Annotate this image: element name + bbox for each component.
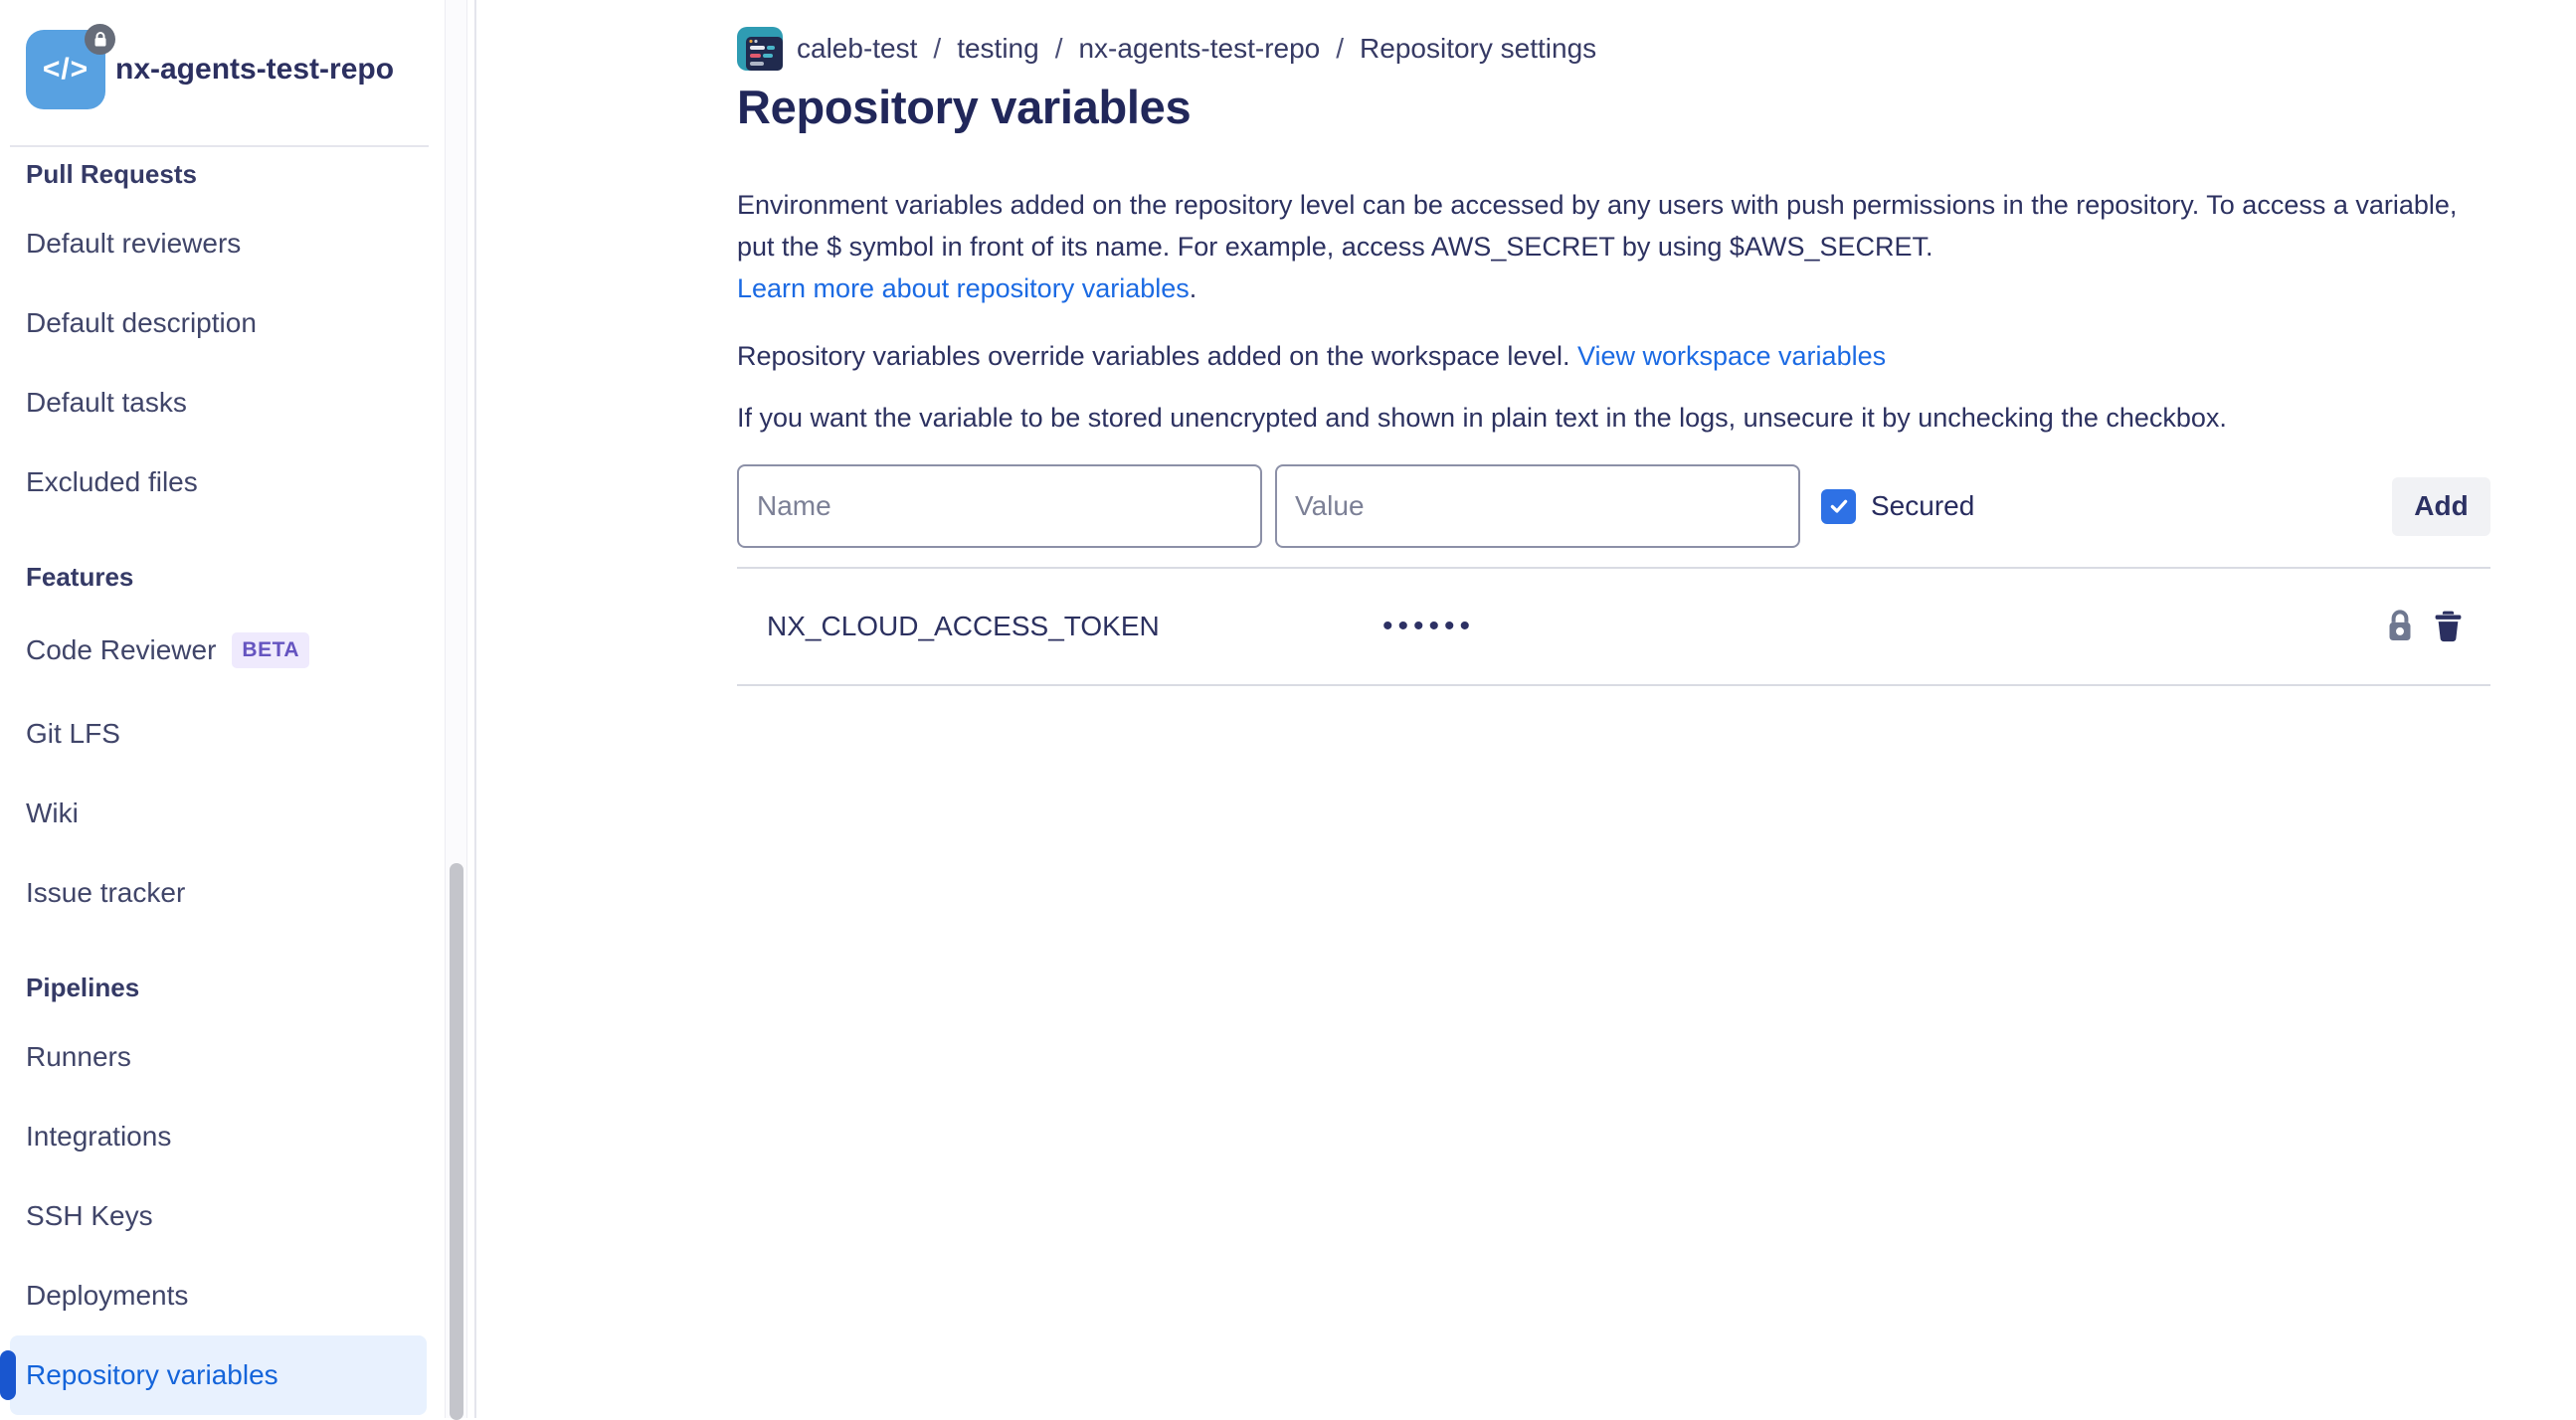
secured-checkbox[interactable] (1821, 489, 1856, 524)
secured-lock-button[interactable] (2383, 608, 2417, 645)
variables-table (737, 567, 2490, 686)
breadcrumb-settings[interactable]: Repository settings (1360, 33, 1596, 65)
nav-section-pipelines: Pipelines (26, 973, 427, 1003)
secured-label[interactable]: Secured (1871, 490, 1974, 522)
sidebar-item-default-description[interactable]: Default description (10, 283, 427, 363)
sidebar-item-git-lfs[interactable]: Git LFS (10, 694, 427, 774)
sidebar-item-default-reviewers[interactable]: Default reviewers (10, 204, 427, 283)
variable-masked-value: •••••• (1382, 610, 2383, 643)
sidebar-header (0, 0, 474, 145)
description-paragraph-1: Environment variables added on the repository level can be accessed by any users with push permissions in the repository. To access a variable, put the $ symbol in front of its name. For example, access AWS_SECRET by using $AWS_SECRET. Learn more about repository variables. (737, 184, 2490, 309)
repo-name: nx-agents-test-repo (115, 30, 394, 109)
sidebar-item-deployments[interactable]: Deployments (10, 1256, 427, 1335)
breadcrumb-project[interactable]: testing (957, 33, 1039, 65)
page-title: Repository variables (737, 80, 2490, 134)
description-paragraph-2: Repository variables override variables added on the workspace level. View workspace variables (737, 335, 2490, 377)
main-content (476, 0, 2576, 1418)
sidebar-scrollbar-thumb[interactable] (450, 863, 463, 1420)
view-workspace-variables-link[interactable]: View workspace variables (1577, 341, 1886, 371)
breadcrumb-repo[interactable]: nx-agents-test-repo (1078, 33, 1320, 65)
nav-section-pull-requests: Pull Requests (26, 159, 427, 190)
add-variable-form (737, 464, 2490, 548)
variable-row (737, 569, 2490, 686)
check-icon (1828, 495, 1850, 517)
learn-more-line: Learn more about repository variables. (737, 267, 2490, 309)
name-input[interactable] (737, 464, 1262, 548)
nav-section-features: Features (26, 562, 427, 593)
breadcrumb-workspace[interactable]: caleb-test (797, 33, 917, 65)
breadcrumb (737, 26, 2490, 72)
add-button[interactable]: Add (2392, 477, 2490, 536)
lock-icon (93, 32, 107, 48)
sidebar-item-default-tasks[interactable]: Default tasks (10, 363, 427, 443)
sidebar-item-excluded-files[interactable]: Excluded files (10, 443, 427, 522)
sidebar-item-runners[interactable]: Runners (10, 1017, 427, 1097)
sidebar-item-integrations[interactable]: Integrations (10, 1097, 427, 1176)
value-input[interactable] (1275, 464, 1800, 548)
secured-checkbox-wrap (1821, 489, 1974, 524)
sidebar (0, 0, 476, 1418)
code-icon: </> (43, 53, 89, 87)
sidebar-item-repository-variables[interactable]: Repository variables (10, 1335, 427, 1415)
sidebar-item-issue-tracker[interactable]: Issue tracker (10, 853, 427, 933)
variable-name: NX_CLOUD_ACCESS_TOKEN (767, 611, 1382, 642)
trash-icon (2435, 611, 2462, 642)
sidebar-nav (0, 147, 474, 1415)
breadcrumb-separator: / (1336, 33, 1344, 65)
delete-variable-button[interactable] (2431, 608, 2465, 645)
sidebar-scrollbar-track (445, 0, 467, 1418)
workspace-avatar (737, 27, 783, 71)
sidebar-item-code-reviewer[interactable]: Code Reviewer BETA (10, 607, 427, 694)
breadcrumb-separator: / (1055, 33, 1063, 65)
private-repo-badge (85, 24, 115, 55)
sidebar-item-ssh-keys[interactable]: SSH Keys (10, 1176, 427, 1256)
description-paragraph-3: If you want the variable to be stored unencrypted and shown in plain text in the logs, unsecure it by unchecking the checkbox. (737, 397, 2490, 439)
breadcrumb-separator: / (933, 33, 941, 65)
beta-badge: BETA (232, 632, 309, 668)
sidebar-item-wiki[interactable]: Wiki (10, 774, 427, 853)
lock-icon (2386, 610, 2414, 643)
learn-more-link[interactable]: Learn more about repository variables (737, 273, 1190, 303)
